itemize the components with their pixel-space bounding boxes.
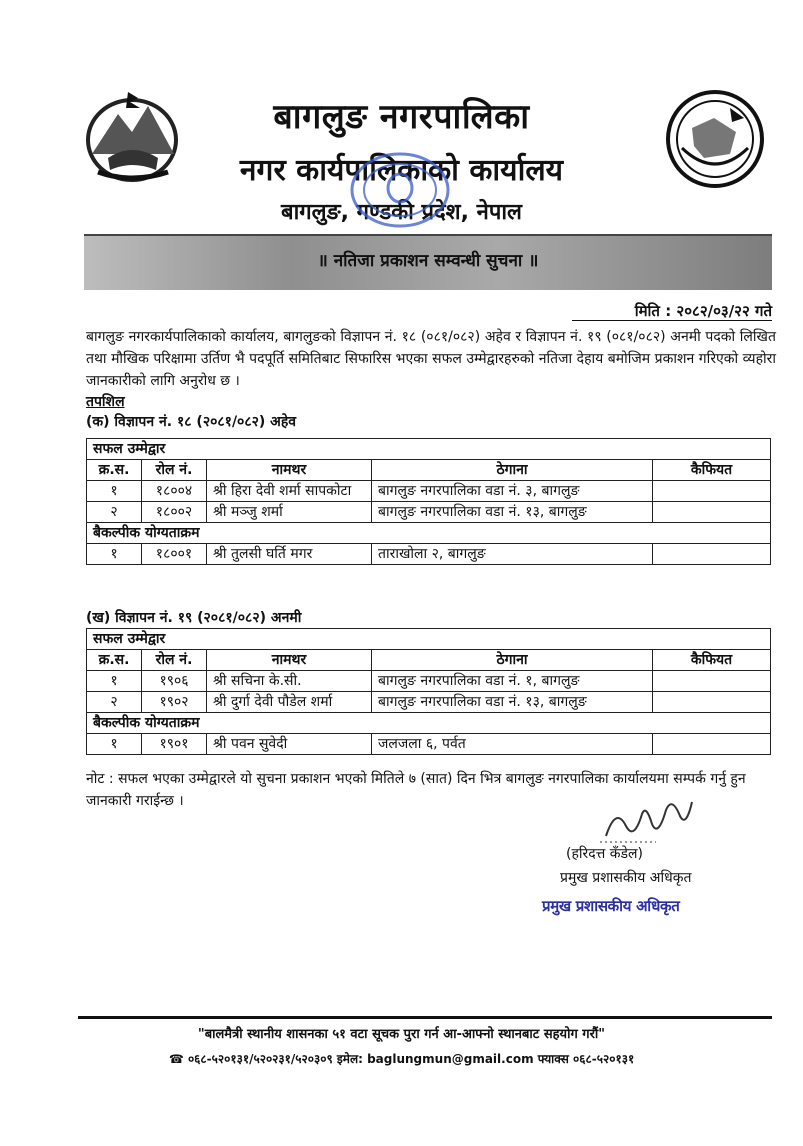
group-row <box>87 523 771 544</box>
col-roll: रोल नं. <box>142 650 207 671</box>
col-sn: क्र.स. <box>87 650 142 671</box>
cell-remarks <box>653 671 771 692</box>
group-row <box>87 629 771 650</box>
cell-roll: १८००२ <box>142 502 207 523</box>
table-row <box>87 544 771 565</box>
cell-name: श्री मञ्जु शर्मा <box>207 502 372 523</box>
cell-remarks <box>653 692 771 713</box>
cell-address: बागलुङ नगरपालिका वडा नं. १३, बागलुङ <box>372 502 653 523</box>
cell-sn: १ <box>87 481 142 502</box>
table-header-row <box>87 650 771 671</box>
notice-body: बागलुङ नगरकार्यपालिकाको कार्यालय, बागलुङको विज्ञापन नं. १८ (०८१/०८२) अहेव र विज्ञापन नं. १९ (०८१/०८२) अनमी पदको लिखित तथा मौखिक परिक्षामा उर्तिण भै पदपूर्ति समितिबाट सिफारिस भएका सफल उम्मेद्वारहरुको नतिजा देहाय बमोजिम प्रकाशन गरिएको व्यहोरा जानकारीको लागि अनुरोध छ । <box>86 329 776 389</box>
cell-remarks <box>653 544 771 565</box>
cell-sn: १ <box>87 671 142 692</box>
cell-roll: १९०६ <box>142 671 207 692</box>
details-label: तपशिल <box>86 394 125 410</box>
cell-address: बागलुङ नगरपालिका वडा नं. १, बागलुङ <box>372 671 653 692</box>
section-b-heading: (ख) विज्ञापन नं. १९ (२०८१/०८२) अनमी <box>86 610 302 626</box>
cell-sn: २ <box>87 502 142 523</box>
col-remarks: कैफियत <box>653 460 771 481</box>
cell-roll: १९०१ <box>142 734 207 755</box>
col-sn: क्र.स. <box>87 460 142 481</box>
footer-divider <box>78 1016 772 1019</box>
signatory-title: प्रमुख प्रशासकीय अधिकृत <box>560 870 692 886</box>
cell-remarks <box>653 734 771 755</box>
successful-label: सफल उम्मेद्वार <box>87 439 771 460</box>
designation-stamp: प्रमुख प्रशासकीय अधिकृत <box>542 897 680 915</box>
office-name: नगर कार्यपालिकाको कार्यालय <box>239 153 564 188</box>
group-row <box>87 439 771 460</box>
org-name: बागलुङ नगरपालिका <box>273 97 530 137</box>
table-row <box>87 692 771 713</box>
cell-name: श्री तुलसी घर्ति मगर <box>207 544 372 565</box>
cell-roll: १९०२ <box>142 692 207 713</box>
cell-name: श्री दुर्गा देवी पौडेल शर्मा <box>207 692 372 713</box>
col-roll: रोल नं. <box>142 460 207 481</box>
date-underline <box>572 320 772 321</box>
notice-date: मिति : २०८२/०३/२२ गते <box>634 302 772 320</box>
cell-address: बागलुङ नगरपालिका वडा नं. १३, बागलुङ <box>372 692 653 713</box>
table-row <box>87 671 771 692</box>
table-header-row <box>87 460 771 481</box>
office-seal-stamp <box>330 150 470 245</box>
alternate-label: बैकल्पीक योग्यताक्रम <box>87 523 771 544</box>
results-table-a <box>86 438 771 565</box>
alternate-label: बैकल्पीक योग्यताक्रम <box>87 713 771 734</box>
note-text: नोट : सफल भएका उम्मेद्वारले यो सुचना प्रकाशन भएको मितिले ७ (सात) दिन भित्र बागलुङ नगरपालिका कार्यालयमा सम्पर्क गर्नु हुन जानकारी गराईन्छ । <box>86 771 746 809</box>
cell-remarks <box>653 481 771 502</box>
table-row <box>87 734 771 755</box>
signature <box>596 786 696 846</box>
col-address: ठेगाना <box>372 650 653 671</box>
cell-sn: २ <box>87 692 142 713</box>
table-row <box>87 481 771 502</box>
cell-roll: १८००१ <box>142 544 207 565</box>
signatory-name: (हरिदत्त कँडेल) <box>566 846 644 862</box>
col-name: नामथर <box>207 650 372 671</box>
cell-address: ताराखोला २, बागलुङ <box>372 544 653 565</box>
footer-contact: ☎ ०६८-५२०१३१/५२०२३१/५२०३०९ इमेल: baglungmun@gmail.com फ्याक्स ०६८-५२०१३१ <box>168 1052 635 1066</box>
notice-title: ॥ नतिजा प्रकाशन सम्वन्धी सुचना ॥ <box>317 251 539 271</box>
col-address: ठेगाना <box>372 460 653 481</box>
cell-sn: १ <box>87 544 142 565</box>
results-table-b <box>86 628 771 755</box>
cell-name: श्री पवन सुवेदी <box>207 734 372 755</box>
cell-name: श्री हिरा देवी शर्मा सापकोटा <box>207 481 372 502</box>
col-name: नामथर <box>207 460 372 481</box>
cell-roll: १८००४ <box>142 481 207 502</box>
cell-remarks <box>653 502 771 523</box>
footer-slogan: "बालमैत्री स्थानीय शासनका ५१ वटा सूचक पुरा गर्न आ-आफ्नो स्थानबाट सहयोग गरौं" <box>197 1027 606 1042</box>
col-remarks: कैफियत <box>653 650 771 671</box>
cell-sn: १ <box>87 734 142 755</box>
successful-label: सफल उम्मेद्वार <box>87 629 771 650</box>
table-row <box>87 502 771 523</box>
cell-name: श्री सचिना के.सी. <box>207 671 372 692</box>
section-a-heading: (क) विज्ञापन नं. १८ (२०८१/०८२) अहेव <box>86 414 297 430</box>
cell-address: जलजला ६, पर्वत <box>372 734 653 755</box>
cell-address: बागलुङ नगरपालिका वडा नं. ३, बागलुङ <box>372 481 653 502</box>
group-row <box>87 713 771 734</box>
office-address: बागलुङ, गण्डकी प्रदेश, नेपाल <box>281 200 522 225</box>
